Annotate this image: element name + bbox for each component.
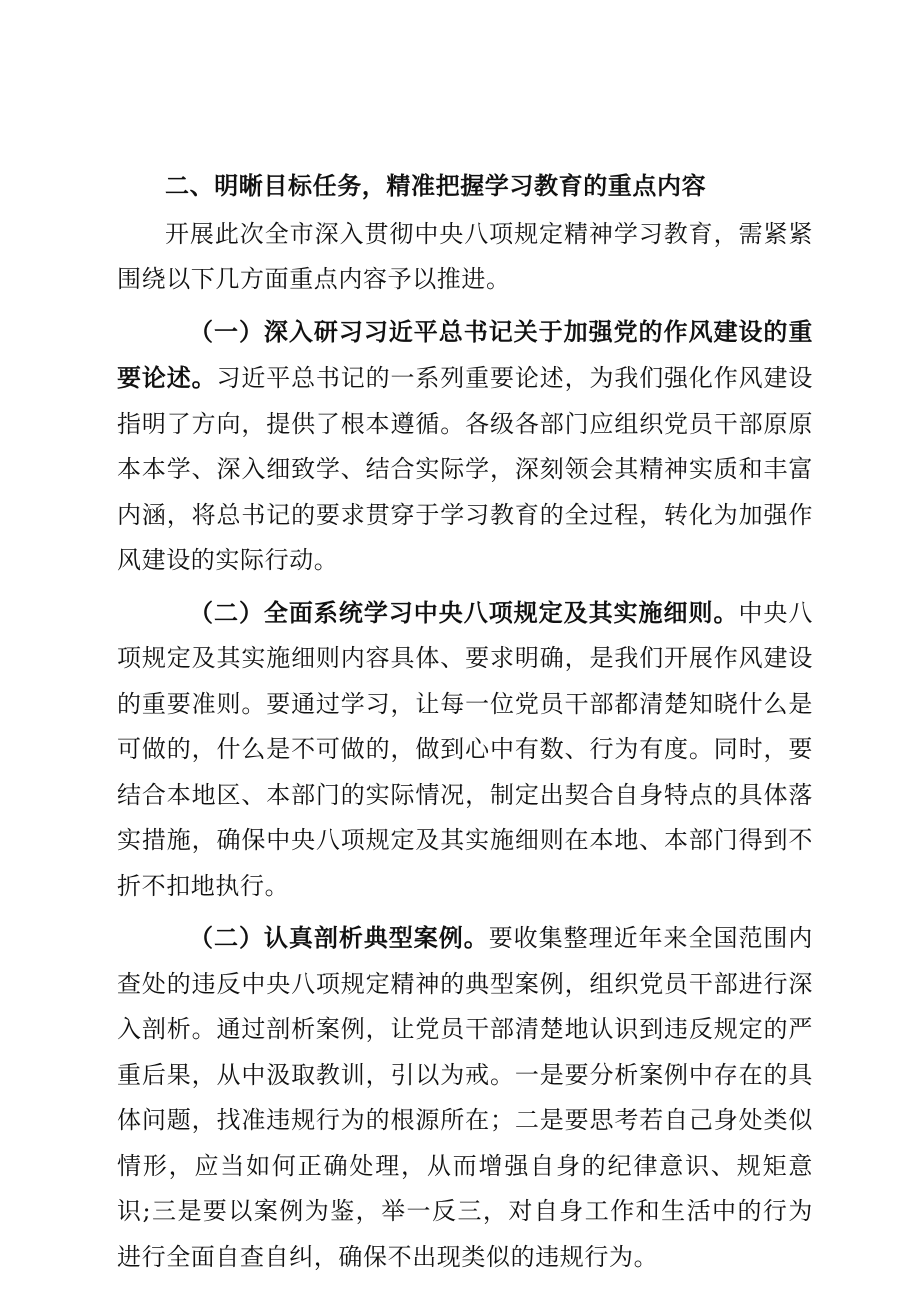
item-paragraph-3 (117, 915, 813, 1280)
item-title-1: （一）深入研习习近平总书记关于加强党的作风建设的重要论述。 (117, 316, 813, 392)
item-title-3: （二）认真剖析典型案例。 (189, 923, 489, 952)
section-heading: 二、明晰目标任务，精准把握学习教育的重点内容 (165, 171, 707, 200)
item-title-2: （二）全面系统学习中央八项规定及其实施细则。 (189, 597, 739, 627)
document-body (117, 163, 813, 1280)
intro-paragraph: 开展此次全市深入贯彻中央八项规定精神学习教育，需紧紧围绕以下几方面重点内容予以推进。 (117, 219, 813, 293)
item-body-1: 习近平总书记的一系列重要论述，为我们强化作风建设指明了方向，提供了根本遵循。各级各部门应组织党员干部原原本本学、深入细致学、结合实际学，深刻领会其精神实质和丰富内涵，将总书记的要求贯穿于学习教育的全过程，转化为加强作风建设的实际行动。 (117, 364, 813, 574)
item-body-3: 要收集整理近年来全国范围内查处的违反中央八项规定精神的典型案例，组织党员干部进行深入剖析。通过剖析案例，让党员干部清楚地认识到违反规定的严重后果，从中汲取教训，引以为戒。一是要分析案例中存在的具体问题，找准违规行为的根源所在；二是要思考若自己身处类似情形，应当如何正确处理，从而增强自身的纪律意识、规矩意识;三是要以案例为鉴，举一反三，对自身工作和生活中的行为进行全面自查自纠，确保不出现类似的违规行为。 (117, 924, 813, 1271)
item-paragraph-1 (117, 309, 813, 584)
item-paragraph-2 (117, 590, 813, 910)
item-body-2: 中央八项规定及其实施细则内容具体、要求明确，是我们开展作风建设的重要准则。要通过学习，让每一位党员干部都清楚知晓什么是可做的，什么是不可做的，做到心中有数、行为有度。同时，要结合本地区、本部门的实际情况，制定出契合自身特点的具体落实措施，确保中央八项规定及其实施细则在本地、本部门得到不折不扣地执行。 (117, 598, 813, 900)
